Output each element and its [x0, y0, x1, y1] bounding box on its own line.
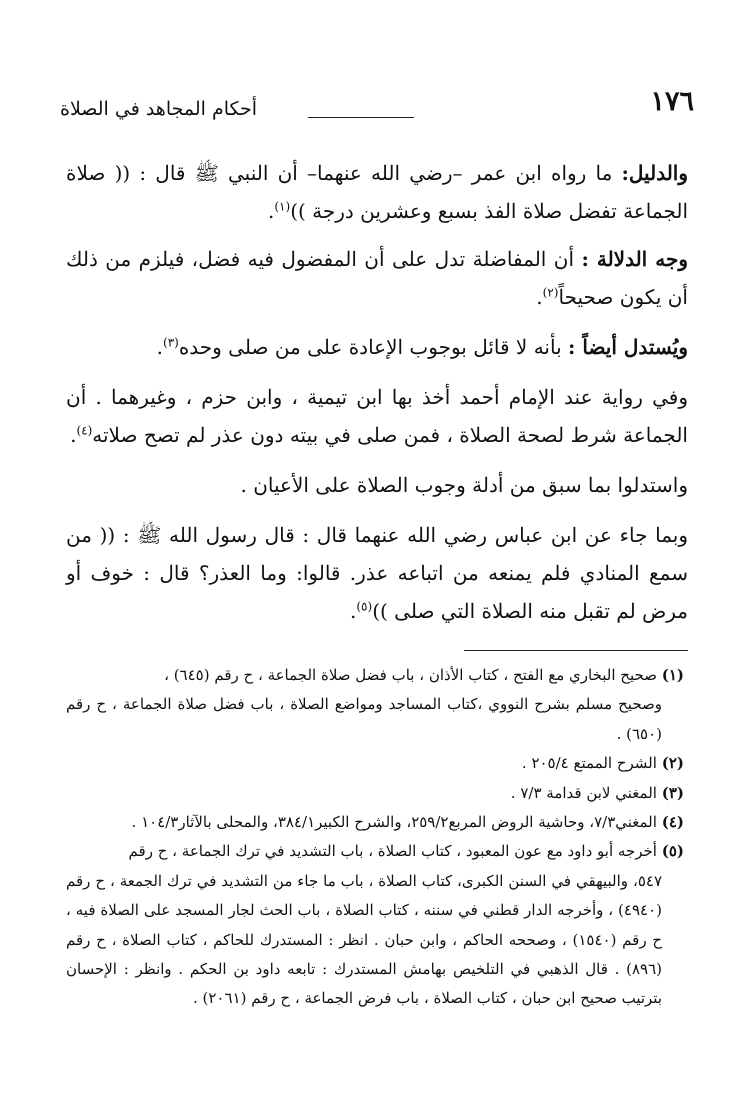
page-header — [60, 86, 694, 126]
footnote-text: صحيح البخاري مع الفتح ، كتاب الأذان ، باب فضل صلاة الجماعة ، ح رقم (٦٤٥) ، — [164, 666, 657, 684]
paragraph-lead: وجه الدلالة : — [581, 247, 688, 271]
footnote-ref: (٥) — [356, 599, 373, 614]
paragraph-narration: وفي رواية عند الإمام أحمد أخذ بها ابن تيمية ، وابن حزم ، وغيرهما . أن الجماعة شرط لصحة الصلاة ، فمن صلى في بيته دون عذر لم تصح صلاته$^{(٤)}$. — [66, 385, 688, 447]
paragraph-lead: والدليل: — [621, 161, 688, 185]
footnote-1 — [66, 661, 684, 749]
footnote-continuation: وصحيح مسلم بشرح النووي ،كتاب المساجد ومواضع الصلاة ، باب فضل صلاة الجماعة ، ح رقم (٦٥٠) . — [66, 695, 662, 743]
footnote-text: المغني٧/٣، وحاشية الروض المربع٢٥٩/٢، والشرح الكبير٣٨٤/١، والمحلى بالآثار١٠٤/٣ . — [131, 813, 657, 832]
main-text — [66, 154, 688, 642]
paragraph-inferred — [66, 466, 688, 504]
running-title: أحكام المجاهد في الصلاة — [60, 98, 258, 120]
paragraph-text: أن المفاضلة تدل على أن المفضول فيه فضل، فيلزم من ذلك أن يكون صحيحاً — [66, 247, 688, 309]
paragraph-hadith: وبما جاء عن ابن عباس رضي الله عنهما قال : قال رسول الله ﷺ : (( من سمع المنادي فلم يمنعه من اتباعه عذر. قالوا: وما العذر؟ قال : خوف أو مرض لم تقبل منه الصلاة التي صلى ))$^{(٥)}$. — [66, 523, 688, 623]
footnote-text: أخرجه أبو داود مع عون المعبود ، كتاب الصلاة ، باب التشديد في ترك الجماعة ، ح رقم — [128, 842, 657, 861]
footnote-3 — [66, 779, 684, 808]
footnote-text: الشرح الممتع ٢٠٥/٤ . — [521, 754, 657, 773]
footnote-ref: (٣) — [163, 335, 179, 350]
paragraph-text: وبما جاء عن ابن عباس رضي الله عنهما قال : قال رسول الله ﷺ : (( من سمع المنادي فلم يمنعه من اتباعه عذر. قالوا: وما العذر؟ قال : خوف أو مرض لم تقبل منه الصلاة التي صلى )) — [66, 523, 688, 623]
paragraph-text: ما رواه ابن عمر –رضي الله عنهما– أن النبي ﷺ قال : (( صلاة الجماعة تفضل صلاة الفذ بسبع وعشرين درجة )) — [66, 161, 688, 223]
footnote-text: المغني لابن قدامة ٧/٣ . — [510, 783, 657, 802]
footnote-number: (١) — [661, 666, 684, 684]
footnotes — [66, 661, 684, 1014]
footnote-number: (٥) — [661, 842, 684, 861]
footnote-continuation: ٥٤٧، والبيهقي في السنن الكبرى، كتاب الصلاة ، باب ما جاء من التشديد في ترك الجمعة ، ح رقم (٤٩٤٠) ، وأخرجه الدار قطني في سننه ، كتاب الصلاة ، باب الحث لجار المسجد على الصلاة فيه ، ح رقم (١٥٤٠) ، وصححه الحاكم ، وابن حبان . انظر : المستدرك للحاكم ، كتاب الصلاة ، ح رقم (٨٩٦) . قال الذهبي في التلخيص بهامش المستدرك : تابعه داود بن الحكم . وانظر : الإحسان بترتيب صحيح ابن حبان ، كتاب الصلاة ، باب فرض الجماعة ، ح رقم (٢٠٦١) . — [66, 871, 662, 1008]
paragraph-evidence: والدليل: ما رواه ابن عمر –رضي الله عنهما– أن النبي ﷺ قال : (( صلاة الجماعة تفضل صلاة الفذ بسبع وعشرين درجة ))$^{(١)}$. — [66, 161, 688, 223]
paragraph-lead: ويُستدل أيضاً : — [568, 335, 688, 359]
footnote-number: (٣) — [661, 783, 684, 802]
paragraph-inference: وجه الدلالة : أن المفاضلة تدل على أن المفضول فيه فضل، فيلزم من ذلك أن يكون صحيحاً$^{(٢)}$. — [66, 247, 688, 309]
page-number: ١٧٦ — [650, 86, 694, 117]
footnote-ref: (٤) — [76, 423, 93, 438]
footnote-4 — [66, 808, 684, 837]
footnote-separator — [464, 650, 688, 651]
footnote-number: (٢) — [661, 754, 684, 773]
paragraph-text: واستدلوا بما سبق من أدلة وجوب الصلاة على الأعيان . — [240, 473, 688, 497]
paragraph-text: وفي رواية عند الإمام أحمد أخذ بها ابن تيمية ، وابن حزم ، وغيرهما . أن الجماعة شرط لصحة الصلاة ، فمن صلى في بيته دون عذر لم تصح صلاته — [66, 385, 688, 447]
header-rule — [308, 117, 414, 118]
footnote-5 — [66, 837, 684, 1013]
footnote-number: (٤) — [661, 813, 684, 832]
paragraph-text: بأنه لا قائل بوجوب الإعادة على من صلى وحده — [178, 335, 562, 359]
footnote-ref: (٢) — [542, 285, 559, 300]
footnote-2 — [66, 749, 684, 778]
footnote-ref: (١) — [274, 199, 291, 214]
paragraph-also-argued: ويُستدل أيضاً : بأنه لا قائل بوجوب الإعادة على من صلى وحده$^{(٣)}$. — [156, 335, 688, 359]
